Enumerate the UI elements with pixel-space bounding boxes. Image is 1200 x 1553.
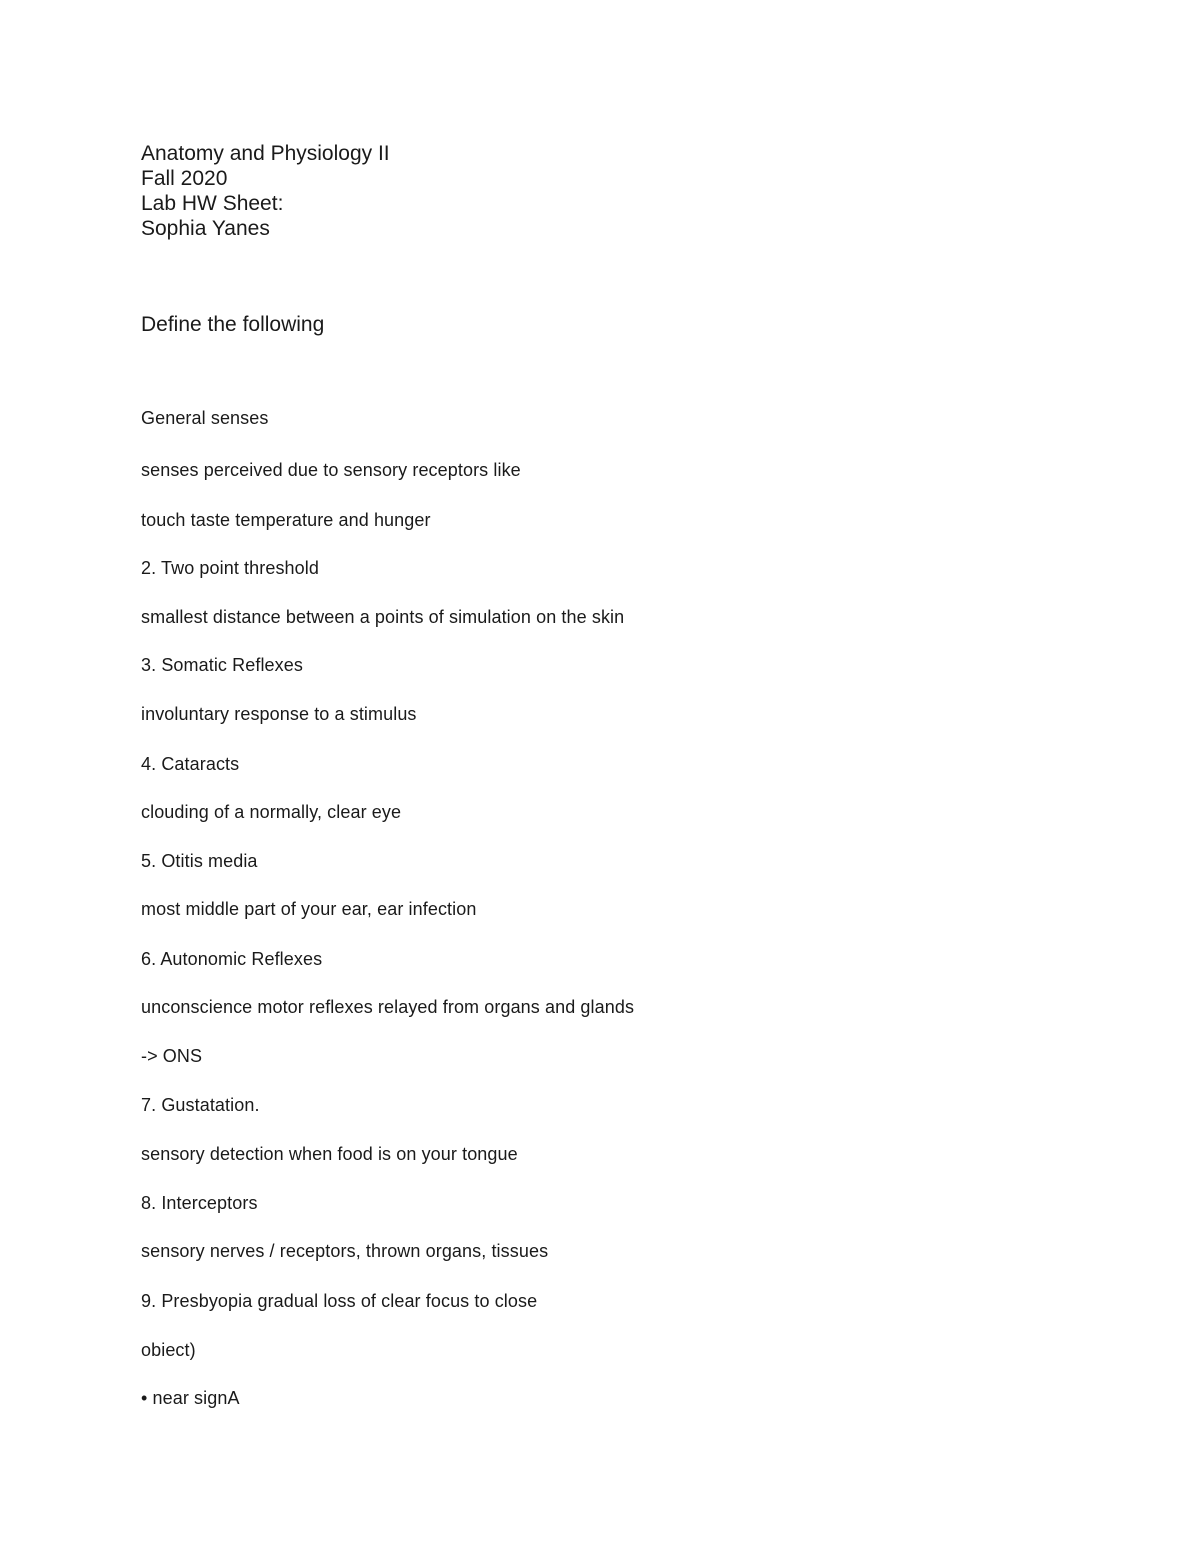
course-title: Anatomy and Physiology II xyxy=(141,142,390,165)
definition-line: smallest distance between a points of simulation on the skin xyxy=(141,607,625,627)
definition-line: senses perceived due to sensory receptors like xyxy=(141,460,521,480)
term-heading: 8. Interceptors xyxy=(141,1193,258,1213)
term-heading: 5. Otitis media xyxy=(141,851,258,871)
term-heading: 6. Autonomic Reflexes xyxy=(141,949,323,969)
definition-line: sensory detection when food is on your tongue xyxy=(141,1144,518,1164)
instruction-heading: Define the following xyxy=(141,313,325,336)
definition-line: obiect) xyxy=(141,1340,196,1360)
term-heading: 9. Presbyopia gradual loss of clear focus to close xyxy=(141,1291,538,1311)
document-header xyxy=(141,141,390,241)
term-heading: General senses xyxy=(141,408,269,428)
definition-line: most middle part of your ear, ear infection xyxy=(141,899,477,919)
definition-line: clouding of a normally, clear eye xyxy=(141,802,402,822)
sheet-label: Lab HW Sheet: xyxy=(141,192,284,215)
student-name: Sophia Yanes xyxy=(141,217,270,240)
term-heading: 4. Cataracts xyxy=(141,754,240,774)
definition-line: involuntary response to a stimulus xyxy=(141,704,417,724)
term-label: Fall 2020 xyxy=(141,167,228,190)
term-heading: 7. Gustatation. xyxy=(141,1095,260,1115)
definition-line: unconscience motor reflexes relayed from organs and glands xyxy=(141,997,635,1017)
definition-line: touch taste temperature and hunger xyxy=(141,510,431,530)
term-heading: 2. Two point threshold xyxy=(141,558,319,578)
definition-line: -> ONS xyxy=(141,1046,203,1066)
definition-line: sensory nerves / receptors, thrown organs, tissues xyxy=(141,1241,549,1261)
definition-line: • near signA xyxy=(141,1388,240,1408)
term-heading: 3. Somatic Reflexes xyxy=(141,655,303,675)
